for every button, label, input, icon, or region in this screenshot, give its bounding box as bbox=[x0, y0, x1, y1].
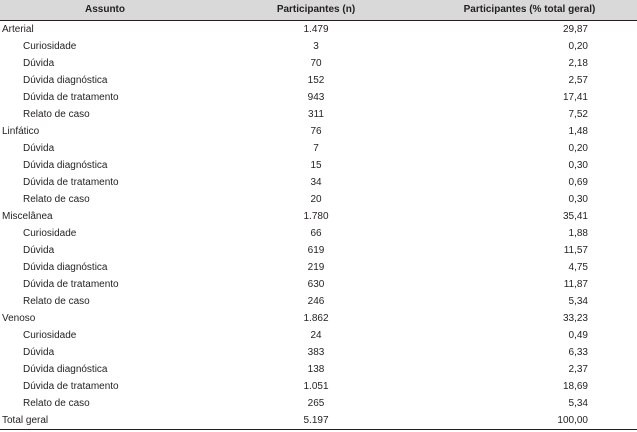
participantes-n-cell: 3 bbox=[313, 40, 319, 52]
assunto-cell: Relato de caso bbox=[23, 295, 90, 307]
participantes-n-cell: 15 bbox=[310, 159, 322, 171]
subcategory-row bbox=[0, 395, 637, 412]
participantes-n-cell: 76 bbox=[310, 125, 322, 137]
participantes-pct-cell: 0,69 bbox=[568, 176, 588, 188]
assunto-cell: Dúvida diagnóstica bbox=[23, 74, 108, 86]
participantes-pct-cell: 1,48 bbox=[568, 125, 588, 137]
assunto-cell: Dúvida de tratamento bbox=[23, 91, 119, 103]
assunto-cell: Dúvida diagnóstica bbox=[23, 363, 108, 375]
participantes-n-cell: 265 bbox=[307, 397, 325, 409]
assunto-cell: Relato de caso bbox=[23, 397, 90, 409]
participantes-pct-cell: 7,52 bbox=[568, 108, 588, 120]
participantes-n-cell: 246 bbox=[307, 295, 325, 307]
participantes-pct-cell: 33,23 bbox=[562, 312, 588, 324]
participantes-n-cell: 219 bbox=[307, 261, 325, 273]
participantes-n-cell: 5.197 bbox=[210, 412, 422, 430]
participantes-n-cell: 943 bbox=[307, 91, 325, 103]
subcategory-row bbox=[0, 327, 637, 344]
assunto-cell: Linfático bbox=[2, 125, 40, 137]
assunto-cell: Arterial bbox=[2, 23, 34, 35]
participantes-n-cell: 20 bbox=[310, 193, 322, 205]
subcategory-row bbox=[0, 106, 637, 123]
subcategory-row bbox=[0, 191, 637, 208]
subcategory-row bbox=[0, 225, 637, 242]
subcategory-row bbox=[0, 55, 637, 72]
subcategory-row bbox=[0, 174, 637, 191]
assunto-cell: Dúvida bbox=[23, 244, 55, 256]
participantes-pct-cell: 6,33 bbox=[568, 346, 588, 358]
subcategory-row bbox=[0, 378, 637, 395]
category-row bbox=[0, 123, 637, 140]
assunto-cell: Dúvida de tratamento bbox=[23, 176, 119, 188]
participantes-pct-cell: 1,88 bbox=[568, 227, 588, 239]
participantes-pct-cell: 5,34 bbox=[568, 295, 588, 307]
category-row bbox=[0, 208, 637, 225]
assunto-cell: Curiosidade bbox=[23, 329, 77, 341]
participantes-n-cell: 619 bbox=[307, 244, 325, 256]
subcategory-row bbox=[0, 259, 637, 276]
header-participantes-pct: Participantes (% total geral) bbox=[422, 0, 637, 20]
assunto-cell: Dúvida diagnóstica bbox=[23, 261, 108, 273]
assunto-cell: Dúvida bbox=[23, 57, 55, 69]
participantes-n-cell: 1.862 bbox=[303, 312, 329, 324]
participantes-n-cell: 24 bbox=[310, 329, 322, 341]
participantes-pct-cell: 11,87 bbox=[563, 278, 588, 290]
participantes-pct-cell: 0,49 bbox=[568, 329, 588, 341]
total-row bbox=[0, 412, 637, 430]
participantes-pct-cell: 29,87 bbox=[562, 23, 588, 35]
assunto-cell: Relato de caso bbox=[23, 193, 90, 205]
subcategory-row bbox=[0, 38, 637, 55]
category-row bbox=[0, 20, 637, 38]
header-participantes-n: Participantes (n) bbox=[210, 0, 422, 20]
participantes-pct-cell: 0,30 bbox=[568, 193, 588, 205]
participantes-n-cell: 70 bbox=[310, 57, 322, 69]
assunto-cell: Miscelânea bbox=[2, 210, 53, 222]
assunto-cell: Dúvida de tratamento bbox=[23, 278, 119, 290]
assunto-cell: Total geral bbox=[0, 412, 210, 430]
participantes-pct-cell: 17,41 bbox=[562, 91, 588, 103]
assunto-cell: Curiosidade bbox=[23, 227, 77, 239]
assunto-cell: Dúvida bbox=[23, 346, 55, 358]
participantes-pct-cell: 2,18 bbox=[568, 57, 588, 69]
participantes-n-cell: 66 bbox=[310, 227, 322, 239]
participantes-pct-cell: 11,57 bbox=[563, 244, 588, 256]
assunto-cell: Dúvida bbox=[23, 142, 55, 154]
subcategory-row bbox=[0, 361, 637, 378]
participantes-n-cell: 311 bbox=[308, 108, 324, 120]
assunto-cell: Curiosidade bbox=[23, 40, 77, 52]
participantes-n-cell: 34 bbox=[310, 176, 322, 188]
participantes-pct-cell: 18,69 bbox=[562, 380, 588, 392]
participantes-pct-cell: 2,57 bbox=[568, 74, 588, 86]
assunto-cell: Dúvida de tratamento bbox=[23, 380, 119, 392]
participantes-n-cell: 7 bbox=[313, 142, 319, 154]
participantes-n-cell: 1.051 bbox=[303, 380, 329, 392]
participantes-pct-cell: 0,20 bbox=[568, 40, 588, 52]
category-row bbox=[0, 310, 637, 327]
subcategory-row bbox=[0, 242, 637, 259]
subcategory-row bbox=[0, 344, 637, 361]
participantes-pct-cell: 2,37 bbox=[568, 363, 588, 375]
participantes-pct-cell: 0,20 bbox=[568, 142, 588, 154]
table-header bbox=[0, 0, 637, 20]
participantes-n-cell: 152 bbox=[307, 74, 325, 86]
header-row bbox=[0, 0, 637, 20]
assunto-cell: Dúvida diagnóstica bbox=[23, 159, 108, 171]
participantes-n-cell: 383 bbox=[307, 346, 325, 358]
subcategory-row bbox=[0, 293, 637, 310]
participantes-n-cell: 1.479 bbox=[303, 23, 329, 35]
participantes-n-cell: 1.780 bbox=[303, 210, 329, 222]
participantes-n-cell: 630 bbox=[307, 278, 325, 290]
subcategory-row bbox=[0, 140, 637, 157]
participantes-pct-cell: 4,75 bbox=[568, 261, 588, 273]
subcategory-row bbox=[0, 89, 637, 106]
participantes-pct-cell: 35,41 bbox=[562, 210, 588, 222]
participantes-pct-cell: 5,34 bbox=[568, 397, 588, 409]
subcategory-row bbox=[0, 276, 637, 293]
table-body bbox=[0, 20, 637, 429]
participantes-n-cell: 138 bbox=[307, 363, 325, 375]
assunto-cell: Venoso bbox=[2, 312, 36, 324]
subcategory-row bbox=[0, 72, 637, 89]
subcategory-row bbox=[0, 157, 637, 174]
participantes-pct-cell: 100,00 bbox=[422, 412, 637, 430]
participantes-pct-cell: 0,30 bbox=[568, 159, 588, 171]
assunto-cell: Relato de caso bbox=[23, 108, 90, 120]
header-assunto: Assunto bbox=[0, 0, 210, 20]
